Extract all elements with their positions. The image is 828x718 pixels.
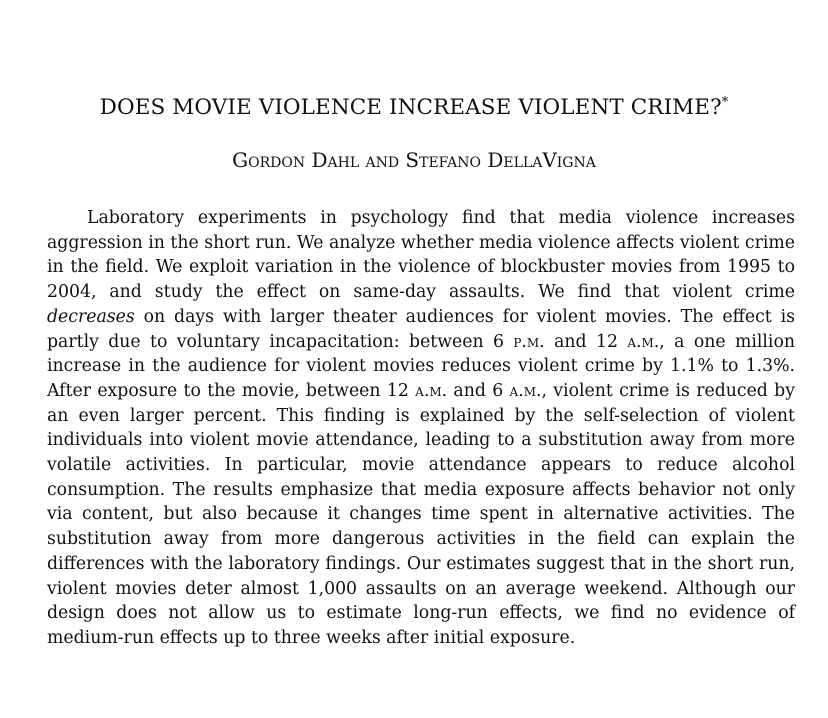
abstract-time-am-3: a.m. <box>509 380 542 401</box>
abstract-text-1: Laboratory experiments in psychology find that media violence increases aggression in the short run. We analyze whether media violence affects violent crime in the field. We exploit variation in the violence of blockbuster movies from 1995 to 2004, and study the effect on same-day assaults. We find that violent crime <box>47 208 795 303</box>
paper-title-text: DOES MOVIE VIOLENCE INCREASE VIOLENT CRIME? <box>99 95 722 120</box>
abstract-emphasis: decreases <box>47 306 135 327</box>
abstract-text-2: on days with larger theater audiences for violent movies. The effect is partly due to voluntary incapacitation: between 6 <box>47 306 795 352</box>
abstract-text-4: , a one million increase in the audience for violent movies reduces violent crime by 1.1% to 1.3%. After exposure to the movie, between 12 <box>47 331 795 401</box>
title-footnote-mark: * <box>721 94 729 110</box>
abstract-time-am-1: a.m. <box>627 331 660 352</box>
paper-title <box>0 94 828 122</box>
abstract-text-5: and 6 <box>447 380 510 401</box>
abstract-time-pm-1: p.m. <box>513 331 545 352</box>
paper-abstract <box>47 206 795 651</box>
abstract-text-3: and 12 <box>544 331 628 352</box>
abstract-text-6: , violent crime is reduced by an even larger percent. This finding is explained by the self-selection of violent individuals into violent movie attendance, leading to a substitution away from more volatile activities. In particular, movie attendance appears to reduce alcohol consumption. The results emphasize that media exposure affects behavior not only via content, but also because it changes time spent in alternative activities. The substitution away from more dangerous activities in the field can explain the differences with the laboratory findings. Our estimates suggest that in the short run, violent movies deter almost 1,000 assaults on an average weekend. Although our design does not allow us to estimate long-run effects, we find no evidence of medium-run effects up to three weeks after initial exposure. <box>47 380 795 648</box>
abstract-time-am-2: a.m. <box>415 380 448 401</box>
paper-authors: Gordon Dahl and Stefano DellaVigna <box>232 148 596 172</box>
